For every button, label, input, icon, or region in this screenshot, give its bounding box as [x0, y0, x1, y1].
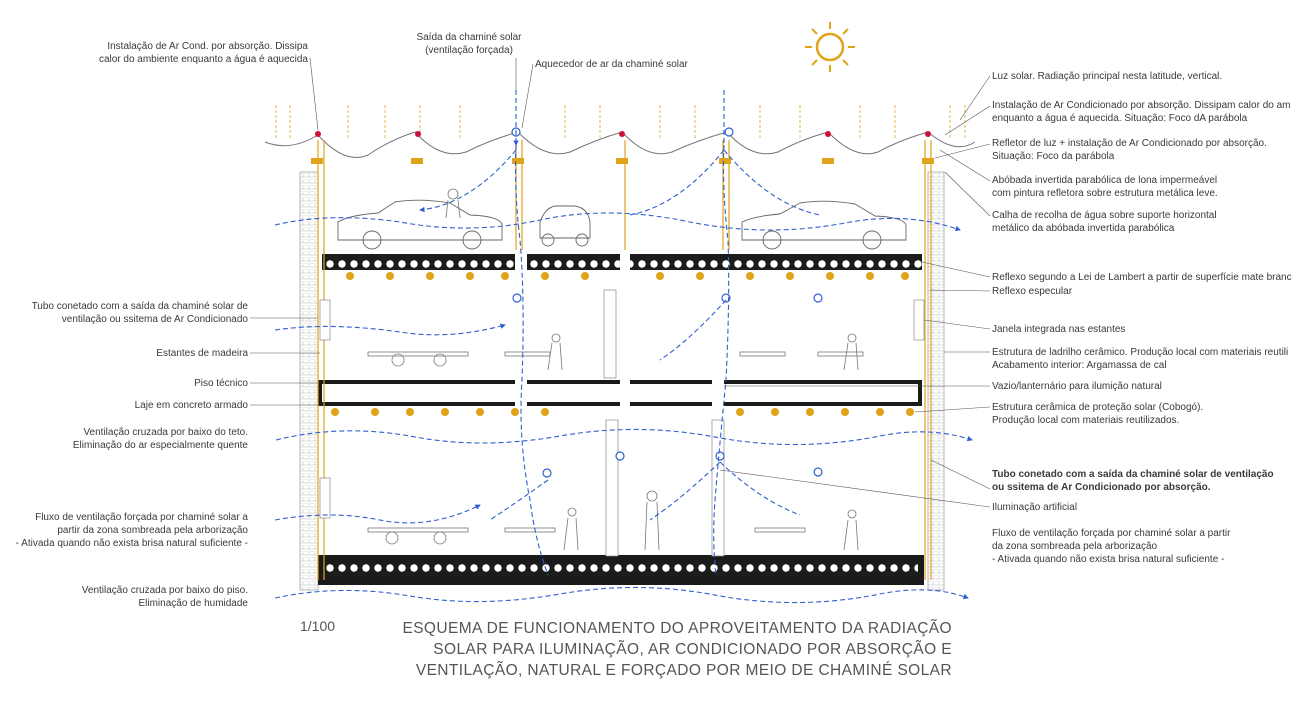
- label-water-gutter: Calha de recolha de água sobre suporte horizontal metálico da abóbada invertida parabólica: [992, 210, 1217, 234]
- label-absorption-ac-right: Instalação de Ar Condicionado por absorção. Dissipam calor do am enquanto a água é aquecida. Situação: Foco dA parábola: [992, 100, 1291, 124]
- slab-level-1-inner: [324, 562, 918, 578]
- label-cobogo: Estrutura cerâmica de proteção solar (Cobogó). Produção local com materiais reutilizados.: [992, 402, 1204, 426]
- wooden-shelves: [320, 290, 924, 556]
- roof-focus-points: [315, 131, 931, 137]
- label-cross-ventilation-ceiling: Ventilação cruzada por baixo do teto. Eliminação do ar especialmente quente: [72, 427, 248, 451]
- label-specular-reflection: Reflexo especular: [992, 286, 1073, 297]
- roof-reflectors: [311, 158, 934, 164]
- label-artificial-lighting: Iluminação artificial: [992, 502, 1078, 513]
- title-line-3: VENTILAÇÃO, NATURAL E FORÇADO POR MEIO DE CHAMINÉ SOLAR: [415, 662, 952, 679]
- title-line-1: ESQUEMA DE FUNCIONAMENTO DO APROVEITAMENTO DA RADIAÇÃO: [402, 620, 952, 637]
- label-lightwell: Vazio/lanternário para ilumição natural: [992, 381, 1162, 392]
- label-sunlight: Luz solar. Radiação principal nesta latitude, vertical.: [992, 71, 1223, 82]
- label-chimney-exit: Saída da chaminé solar (ventilação forçada): [416, 32, 522, 56]
- title-line-2: SOLAR PARA ILUMINAÇÃO, AR CONDICIONADO POR ABSORÇÃO E: [433, 641, 952, 658]
- label-tube-chimney-left: Tubo conetado com a saída da chaminé solar de ventilação ou ssitema de Ar Condicionado: [31, 301, 248, 325]
- label-concrete-slab: Laje em concreto armado: [134, 400, 248, 411]
- label-parabolic-vault: Abóbada invertida parabólica de lona impermeável com pintura refletora sobre estrutura metálica leve.: [992, 175, 1218, 199]
- drawing-scale: 1/100: [300, 618, 336, 634]
- cobogo-row-lower: [331, 408, 914, 416]
- sun-icon: [805, 22, 855, 72]
- cars: [338, 200, 906, 249]
- airflow-lines: [275, 90, 972, 603]
- label-wooden-shelves: Estantes de madeira: [156, 348, 248, 359]
- label-air-heater: Aquecedor de ar da chaminé solar: [535, 59, 688, 70]
- artificial-light-icons: [512, 128, 822, 477]
- label-cross-ventilation-floor: Ventilação cruzada por baixo do piso. Eliminação de humidade: [81, 585, 248, 609]
- label-technical-floor: Piso técnico: [194, 378, 248, 389]
- label-lambert-reflection: Reflexo segundo a Lei de Lambert a partir de superfície mate branc: [992, 272, 1292, 283]
- person-figures: [446, 189, 858, 550]
- label-reflector: Refletor de luz + instalação de Ar Condicionado por absorção. Situação: Foco da parábola: [992, 138, 1267, 162]
- left-wall: [300, 172, 318, 590]
- solar-chimney-tubes: [318, 140, 931, 580]
- drawing-title: [392, 618, 952, 681]
- label-absorption-left: Instalação de Ar Cond. por absorção. Dissipa calor do ambiente enquanto a água é aquecida: [98, 41, 308, 65]
- label-forced-ventilation-left: Fluxo de ventilação forçada por chaminé solar a partir da zona sombreada pela arborização - Ativada quando não exista brisa natural suficiente -: [15, 512, 248, 549]
- label-window-shelves: Janela integrada nas estantes: [992, 324, 1126, 335]
- label-tube-chimney-right: Tubo conetado com a saída da chaminé solar de ventilação ou ssitema de Ar Condicionado por absorção.: [992, 469, 1274, 493]
- label-forced-ventilation-right: Fluxo de ventilação forçada por chaminé solar a partir da zona sombreada pela arborização - Ativada quando não exista brisa natural suficiente -: [992, 528, 1231, 565]
- label-ceramic-structure: Estrutura de ladrilho cerâmico. Produção local com materiais reutili Acabamento interior: Argamassa de cal: [992, 347, 1289, 371]
